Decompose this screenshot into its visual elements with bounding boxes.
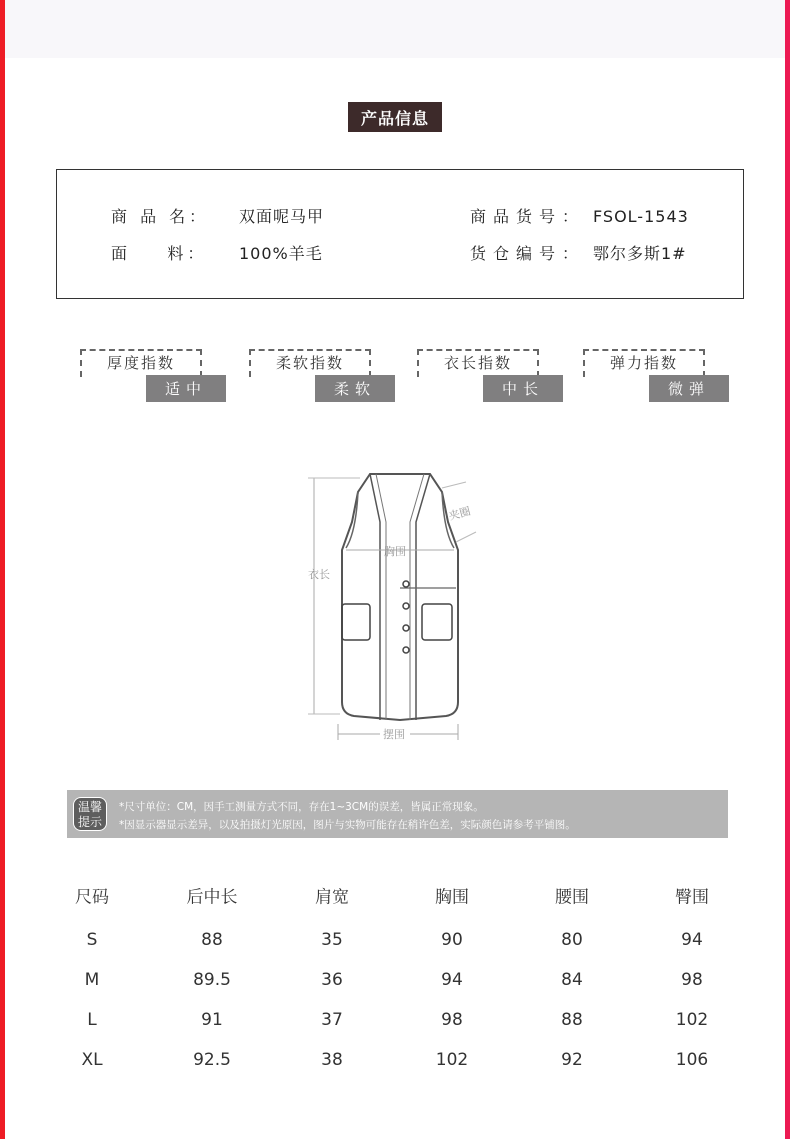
material-label: 面 料： bbox=[111, 244, 208, 263]
table-cell: 90 bbox=[441, 930, 463, 950]
table-cell: 106 bbox=[675, 1050, 709, 1070]
table-row bbox=[32, 1040, 752, 1080]
table-cell: M bbox=[84, 970, 100, 990]
table-cell: 84 bbox=[561, 970, 583, 990]
right-placket bbox=[416, 474, 430, 720]
softness-index bbox=[249, 349, 395, 403]
right-placket-edge bbox=[410, 474, 424, 720]
table-header-row bbox=[32, 870, 752, 920]
material-row bbox=[111, 241, 323, 264]
table-cell: 38 bbox=[321, 1050, 343, 1070]
tips-badge bbox=[73, 797, 107, 831]
table-cell: 36 bbox=[321, 970, 343, 990]
table-cell: 98 bbox=[441, 1010, 463, 1030]
table-cell: 98 bbox=[681, 970, 703, 990]
top-band bbox=[5, 0, 785, 58]
table-cell: 94 bbox=[681, 930, 703, 950]
table-cell: 102 bbox=[675, 1010, 709, 1030]
table-cell: S bbox=[86, 930, 98, 950]
index-value: 柔软 bbox=[315, 375, 395, 402]
table-row bbox=[32, 960, 752, 1000]
index-value: 中长 bbox=[483, 375, 563, 402]
table-header-cell: 肩宽 bbox=[315, 887, 349, 908]
table-header-cell: 胸围 bbox=[435, 887, 469, 908]
tip-line-1: *尺寸单位：CM，因手工测量方式不同，存在1~3CM的误差，皆属正常现象。 bbox=[119, 801, 484, 813]
table-cell: L bbox=[87, 1010, 97, 1030]
left-edge-stripe bbox=[0, 0, 5, 1139]
tips-badge-line2: 提示 bbox=[77, 815, 102, 829]
index-value: 适中 bbox=[146, 375, 226, 402]
table-cell: 88 bbox=[561, 1010, 583, 1030]
table-cell: 92.5 bbox=[193, 1050, 231, 1070]
product-info-box bbox=[56, 169, 744, 299]
table-cell: XL bbox=[81, 1050, 103, 1070]
button-1 bbox=[403, 581, 409, 587]
warehouse-label: 货仓编号： bbox=[470, 244, 586, 263]
left-pocket bbox=[342, 604, 370, 640]
vest-outline bbox=[342, 474, 458, 720]
table-row bbox=[32, 1000, 752, 1040]
product-name-row bbox=[111, 204, 324, 227]
right-edge-stripe bbox=[785, 0, 790, 1139]
armhole-measure-bottom bbox=[456, 532, 476, 542]
table-cell: 102 bbox=[435, 1050, 469, 1070]
tips-badge-line1: 温馨 bbox=[77, 800, 102, 814]
length-index bbox=[417, 349, 563, 403]
left-placket bbox=[370, 474, 380, 720]
table-cell: 89.5 bbox=[193, 970, 231, 990]
index-label: 厚度指数 bbox=[106, 354, 175, 372]
sku-label: 商品货号： bbox=[470, 207, 586, 226]
sku-value: FSOL-1543 bbox=[593, 207, 689, 226]
chest-label: 胸围 bbox=[384, 545, 406, 558]
table-cell: 92 bbox=[561, 1050, 583, 1070]
table-cell: 94 bbox=[441, 970, 463, 990]
table-row bbox=[32, 920, 752, 960]
table-header-cell: 臀围 bbox=[675, 887, 709, 908]
tips-bar bbox=[67, 790, 728, 838]
index-value: 微弹 bbox=[649, 375, 729, 402]
table-cell: 37 bbox=[321, 1010, 343, 1030]
table-cell: 35 bbox=[321, 930, 343, 950]
length-label: 衣长 bbox=[308, 568, 330, 581]
vest-measurement-diagram bbox=[300, 462, 500, 742]
armhole-label: 夹圈 bbox=[447, 504, 473, 523]
material-value: 100%羊毛 bbox=[239, 244, 323, 263]
warehouse-value: 鄂尔多斯1# bbox=[593, 244, 687, 263]
armhole-measure-top bbox=[442, 482, 466, 488]
product-name-label: 商 品 名： bbox=[111, 207, 210, 226]
size-table bbox=[32, 870, 752, 1080]
table-cell: 80 bbox=[561, 930, 583, 950]
hem-label: 摆围 bbox=[383, 728, 405, 741]
warehouse-row bbox=[470, 241, 687, 264]
thickness-index bbox=[80, 349, 226, 403]
table-cell: 88 bbox=[201, 930, 223, 950]
sku-row bbox=[470, 204, 689, 227]
index-label: 弹力指数 bbox=[609, 354, 678, 372]
index-label: 衣长指数 bbox=[443, 354, 512, 372]
section-title: 产品信息 bbox=[348, 102, 442, 132]
right-pocket bbox=[422, 604, 452, 640]
index-label: 柔软指数 bbox=[275, 354, 344, 372]
elasticity-index bbox=[583, 349, 729, 403]
button-2 bbox=[403, 603, 409, 609]
button-3 bbox=[403, 625, 409, 631]
table-header-cell: 尺码 bbox=[75, 887, 109, 908]
table-header-cell: 腰围 bbox=[555, 887, 589, 908]
button-4 bbox=[403, 647, 409, 653]
table-cell: 91 bbox=[201, 1010, 223, 1030]
tip-line-2: *因显示器显示差异，以及拍摄灯光原因，图片与实物可能存在稍许色差，实际颜色请参考平铺图。 bbox=[119, 819, 576, 831]
product-name-value: 双面呢马甲 bbox=[239, 207, 325, 226]
table-header-cell: 后中长 bbox=[186, 887, 238, 908]
